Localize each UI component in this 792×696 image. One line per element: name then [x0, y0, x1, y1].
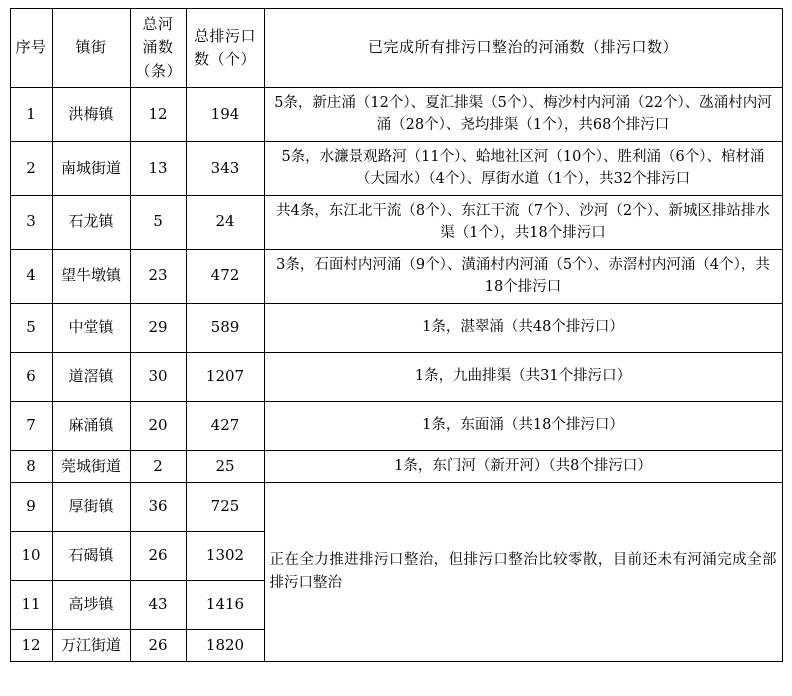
outlet-remediation-table	[10, 8, 783, 662]
cell-total-outlets: 1416	[186, 580, 264, 629]
cell-town: 中堂镇	[52, 303, 130, 352]
table-row	[10, 87, 782, 141]
cell-total-outlets: 589	[186, 303, 264, 352]
cell-index: 5	[10, 303, 52, 352]
table-row	[10, 195, 782, 249]
cell-detail: 1条，东面涌（共18个排污口）	[264, 401, 782, 450]
cell-total-outlets: 427	[186, 401, 264, 450]
table-row	[10, 450, 782, 482]
cell-detail: 共4条，东江北干流（8个）、东江干流（7个）、沙河（2个）、新城区排站排水渠（1个），共18个排污口	[264, 195, 782, 249]
column-header-completed-detail: 已完成所有排污口整治的河涌数（排污口数）	[264, 9, 782, 88]
cell-town: 南城街道	[52, 141, 130, 195]
cell-detail: 5条，新庄涌（12个）、夏汇排渠（5个）、梅沙村内河涌（22个）、氹涌村内河涌（28个）、尧均排渠（1个），共68个排污口	[264, 87, 782, 141]
cell-detail-merged: 正在全力推进排污口整治，但排污口整治比较零散，目前还未有河涌完成全部排污口整治	[264, 482, 782, 661]
table-header	[10, 9, 782, 88]
cell-index: 1	[10, 87, 52, 141]
cell-index: 4	[10, 249, 52, 303]
cell-total-rivers: 30	[130, 352, 186, 401]
cell-detail: 1条，东门河（新开河）（共8个排污口）	[264, 450, 782, 482]
cell-total-rivers: 13	[130, 141, 186, 195]
cell-detail: 5条，水濂景观路河（11个）、蛤地社区河（10个）、胜利涌（6个）、棺材涌（大园水）（4个）、厚街水道（1个），共32个排污口	[264, 141, 782, 195]
cell-total-rivers: 12	[130, 87, 186, 141]
column-header-total-outlets: 总排污口数（个）	[186, 9, 264, 88]
cell-total-rivers: 20	[130, 401, 186, 450]
cell-total-outlets: 1302	[186, 531, 264, 580]
cell-town: 洪梅镇	[52, 87, 130, 141]
cell-total-rivers: 26	[130, 629, 186, 661]
cell-detail: 1条，九曲排渠（共31个排污口）	[264, 352, 782, 401]
cell-total-rivers: 43	[130, 580, 186, 629]
cell-town: 麻涌镇	[52, 401, 130, 450]
cell-index: 2	[10, 141, 52, 195]
table-row	[10, 352, 782, 401]
table-header-row	[10, 9, 782, 88]
cell-total-rivers: 2	[130, 450, 186, 482]
cell-index: 7	[10, 401, 52, 450]
cell-town: 望牛墩镇	[52, 249, 130, 303]
cell-index: 10	[10, 531, 52, 580]
cell-town: 道滘镇	[52, 352, 130, 401]
cell-total-outlets: 343	[186, 141, 264, 195]
cell-total-rivers: 36	[130, 482, 186, 531]
cell-total-outlets: 1207	[186, 352, 264, 401]
cell-index: 3	[10, 195, 52, 249]
cell-town: 厚街镇	[52, 482, 130, 531]
cell-total-rivers: 29	[130, 303, 186, 352]
table-row	[10, 303, 782, 352]
cell-town: 石龙镇	[52, 195, 130, 249]
cell-detail: 3条，石面村内河涌（9个）、潢涌村内河涌（5个）、赤滘村内河涌（4个），共18个排污口	[264, 249, 782, 303]
cell-total-outlets: 1820	[186, 629, 264, 661]
cell-total-outlets: 725	[186, 482, 264, 531]
cell-index: 8	[10, 450, 52, 482]
cell-total-rivers: 23	[130, 249, 186, 303]
cell-index: 9	[10, 482, 52, 531]
cell-total-outlets: 194	[186, 87, 264, 141]
cell-index: 11	[10, 580, 52, 629]
cell-total-outlets: 472	[186, 249, 264, 303]
cell-total-rivers: 26	[130, 531, 186, 580]
column-header-index: 序号	[10, 9, 52, 88]
table-row	[10, 482, 782, 531]
cell-index: 6	[10, 352, 52, 401]
table-row	[10, 141, 782, 195]
cell-town: 石碣镇	[52, 531, 130, 580]
cell-total-outlets: 24	[186, 195, 264, 249]
column-header-town: 镇街	[52, 9, 130, 88]
table-row	[10, 401, 782, 450]
column-header-total-rivers: 总河涌数（条）	[130, 9, 186, 88]
cell-total-rivers: 5	[130, 195, 186, 249]
cell-town: 万江街道	[52, 629, 130, 661]
table-row	[10, 249, 782, 303]
cell-town: 莞城街道	[52, 450, 130, 482]
cell-index: 12	[10, 629, 52, 661]
cell-total-outlets: 25	[186, 450, 264, 482]
table-body	[10, 87, 782, 661]
cell-detail: 1条，湛翠涌（共48个排污口）	[264, 303, 782, 352]
cell-town: 高埗镇	[52, 580, 130, 629]
